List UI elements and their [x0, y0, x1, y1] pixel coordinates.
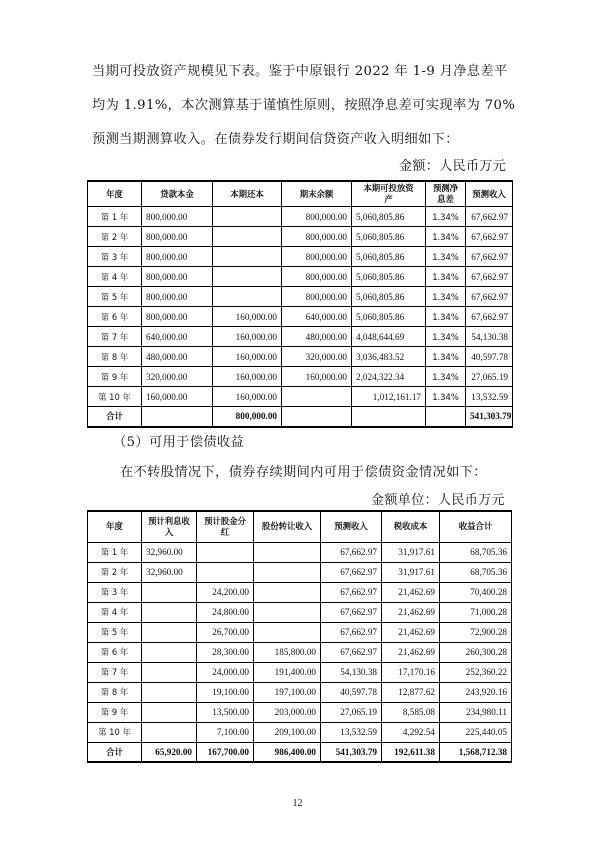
total-tax-cost: 192,611.38 — [382, 742, 440, 762]
tax-cost-cell: 17,170.16 — [382, 662, 440, 682]
ending-balance-cell: 160,000.00 — [282, 367, 352, 387]
table-row — [88, 347, 513, 367]
repayment-cell: 160,000.00 — [213, 347, 282, 367]
intro-line-2: 均为 1.91%，本次测算基于谨慎性原则，按照净息差可实现率为 70% — [92, 98, 516, 113]
table-row — [88, 387, 513, 407]
loan-principal-cell: 800,000.00 — [142, 307, 213, 327]
share-transfer-cell — [254, 622, 321, 642]
income-cell: 27,065.19 — [466, 367, 513, 387]
header-forecast-income: 预测收入 — [466, 181, 513, 207]
dividend-cell: 26,700.00 — [197, 622, 254, 642]
investable-assets-cell: 2,024,322.34 — [352, 367, 426, 387]
loan-principal-cell: 800,000.00 — [142, 287, 213, 307]
header-tax-cost: 税收成本 — [382, 511, 440, 542]
header-investable-assets: 本期可投放资产 — [352, 181, 426, 207]
year-cell: 第 7 年 — [88, 662, 142, 682]
ending-balance-cell: 800,000.00 — [282, 287, 352, 307]
ending-balance-cell — [282, 387, 352, 407]
header-dividend: 预计股金分红 — [197, 511, 254, 542]
share-transfer-cell: 203,000.00 — [254, 702, 321, 722]
year-cell: 第 1 年 — [88, 207, 142, 227]
table2-unit-label: 金额单位：人民币万元 — [371, 493, 506, 508]
interest-income-cell — [142, 582, 197, 602]
table-row — [88, 682, 512, 702]
loan-principal-cell: 800,000.00 — [142, 227, 213, 247]
repayment-cell: 160,000.00 — [213, 307, 282, 327]
header-loan-principal: 贷款本金 — [142, 181, 213, 207]
year-cell: 第 4 年 — [88, 267, 142, 287]
year-cell: 第 2 年 — [88, 562, 142, 582]
investable-assets-cell: 5,060,805.86 — [352, 247, 426, 267]
total-income-cell: 252,360.22 — [440, 662, 512, 682]
share-transfer-cell: 185,800.00 — [254, 642, 321, 662]
header-interest-income: 预计利息收入 — [142, 511, 197, 542]
total-loan-principal — [142, 407, 213, 427]
dividend-cell: 24,800.00 — [197, 602, 254, 622]
dividend-cell: 24,000.00 — [197, 662, 254, 682]
margin-cell: 1.34% — [426, 287, 466, 307]
tax-cost-cell: 31,917.61 — [382, 542, 440, 562]
forecast-income-cell: 54,130.38 — [321, 662, 382, 682]
margin-cell: 1.34% — [426, 227, 466, 247]
margin-cell: 1.34% — [426, 387, 466, 407]
total-income-cell: 70,400.28 — [440, 582, 512, 602]
forecast-income-cell: 67,662.97 — [321, 562, 382, 582]
tax-cost-cell: 12,877.62 — [382, 682, 440, 702]
interest-income-cell — [142, 602, 197, 622]
total-label: 合计 — [88, 742, 142, 762]
table-row — [88, 542, 512, 562]
ending-balance-cell: 800,000.00 — [282, 267, 352, 287]
table1-unit-label: 金额：人民币万元 — [399, 159, 507, 174]
total-income: 541,303.79 — [466, 407, 513, 427]
page-number: 12 — [292, 798, 303, 809]
share-transfer-cell: 209,100.00 — [254, 722, 321, 742]
forecast-income-cell: 67,662.97 — [321, 642, 382, 662]
total-income-cell: 72,900.28 — [440, 622, 512, 642]
year-cell: 第 5 年 — [88, 622, 142, 642]
header-year: 年度 — [88, 181, 142, 207]
total-repayment: 800,000.00 — [213, 407, 282, 427]
interest-income-cell — [142, 642, 197, 662]
section-5-heading: （5）可用于偿债收益 — [113, 435, 245, 450]
margin-cell: 1.34% — [426, 247, 466, 267]
total-investable-assets — [352, 407, 426, 427]
share-transfer-cell: 197,100.00 — [254, 682, 321, 702]
year-cell: 第 4 年 — [88, 602, 142, 622]
total-interest-income: 65,920.00 — [142, 742, 197, 762]
interest-income-cell: 32,960.00 — [142, 542, 197, 562]
forecast-income-cell: 67,662.97 — [321, 602, 382, 622]
income-cell: 40,597.78 — [466, 347, 513, 367]
tax-cost-cell: 8,585.08 — [382, 702, 440, 722]
table-row — [88, 267, 513, 287]
investable-assets-cell: 3,036,483.52 — [352, 347, 426, 367]
income-cell: 54,130.38 — [466, 327, 513, 347]
year-cell: 第 3 年 — [88, 582, 142, 602]
investable-assets-cell: 5,060,805.86 — [352, 267, 426, 287]
year-cell: 第 2 年 — [88, 227, 142, 247]
dividend-cell: 13,500.00 — [197, 702, 254, 722]
ending-balance-cell: 800,000.00 — [282, 227, 352, 247]
ending-balance-cell: 800,000.00 — [282, 247, 352, 267]
year-cell: 第 3 年 — [88, 247, 142, 267]
income-cell: 67,662.97 — [466, 287, 513, 307]
interest-income-cell — [142, 682, 197, 702]
share-transfer-cell — [254, 562, 321, 582]
total-income-cell: 234,980.11 — [440, 702, 512, 722]
loan-principal-cell: 800,000.00 — [142, 267, 213, 287]
interest-income-cell — [142, 662, 197, 682]
income-cell: 67,662.97 — [466, 207, 513, 227]
year-cell: 第 6 年 — [88, 642, 142, 662]
table-row — [88, 247, 513, 267]
interest-income-cell — [142, 702, 197, 722]
intro-line-1: 当期可投放资产规模见下表。鉴于中原银行 2022 年 1-9 月净息差平 — [92, 64, 508, 79]
total-dividend: 167,700.00 — [197, 742, 254, 762]
table-row — [88, 722, 512, 742]
share-transfer-cell — [254, 602, 321, 622]
header-net-interest-margin: 预测净息差 — [426, 181, 466, 207]
margin-cell: 1.34% — [426, 207, 466, 227]
repayment-cell — [213, 247, 282, 267]
investable-assets-cell: 5,060,805.86 — [352, 207, 426, 227]
investable-assets-cell: 4,048,644.69 — [352, 327, 426, 347]
investable-assets-cell: 5,060,805.86 — [352, 227, 426, 247]
total-income-cell: 225,440.05 — [440, 722, 512, 742]
year-cell: 第 5 年 — [88, 287, 142, 307]
grand-total-income: 1,568,712.38 — [440, 742, 512, 762]
share-transfer-cell: 191,400.00 — [254, 662, 321, 682]
forecast-income-cell: 13,532.59 — [321, 722, 382, 742]
forecast-income-cell: 67,662.97 — [321, 622, 382, 642]
interest-income-cell: 32,960.00 — [142, 562, 197, 582]
margin-cell: 1.34% — [426, 347, 466, 367]
year-cell: 第 8 年 — [88, 682, 142, 702]
tax-cost-cell: 4,292.54 — [382, 722, 440, 742]
repayment-cell — [213, 267, 282, 287]
header-repayment: 本期还本 — [213, 181, 282, 207]
income-cell: 67,662.97 — [466, 247, 513, 267]
table-row — [88, 642, 512, 662]
ending-balance-cell: 480,000.00 — [282, 327, 352, 347]
dividend-cell: 7,100.00 — [197, 722, 254, 742]
interest-income-cell — [142, 622, 197, 642]
total-share-transfer: 986,400.00 — [254, 742, 321, 762]
header-ending-balance: 期末余额 — [282, 181, 352, 207]
dividend-cell: 28,300.00 — [197, 642, 254, 662]
total-row — [88, 407, 513, 427]
table-row — [88, 307, 513, 327]
share-transfer-cell — [254, 542, 321, 562]
repayment-cell — [213, 207, 282, 227]
ending-balance-cell: 320,000.00 — [282, 347, 352, 367]
total-forecast-income: 541,303.79 — [321, 742, 382, 762]
total-margin — [426, 407, 466, 427]
tax-cost-cell: 21,462.69 — [382, 582, 440, 602]
repayment-cell — [213, 287, 282, 307]
repayment-cell: 160,000.00 — [213, 367, 282, 387]
loan-principal-cell: 480,000.00 — [142, 347, 213, 367]
loan-principal-cell: 160,000.00 — [142, 387, 213, 407]
income-cell: 67,662.97 — [466, 227, 513, 247]
table-row — [88, 227, 513, 247]
loan-principal-cell: 800,000.00 — [142, 247, 213, 267]
tax-cost-cell: 21,462.69 — [382, 642, 440, 662]
table-row — [88, 662, 512, 682]
header-forecast-income: 预测收入 — [321, 511, 382, 542]
table-row — [88, 287, 513, 307]
table-row — [88, 602, 512, 622]
total-label: 合计 — [88, 407, 142, 427]
total-row — [88, 742, 512, 762]
dividend-cell: 19,100.00 — [197, 682, 254, 702]
investable-assets-cell: 5,060,805.86 — [352, 307, 426, 327]
forecast-income-cell: 67,662.97 — [321, 542, 382, 562]
repayment-cell — [213, 227, 282, 247]
year-cell: 第 8 年 — [88, 347, 142, 367]
forecast-income-cell: 27,065.19 — [321, 702, 382, 722]
year-cell: 第 10 年 — [88, 722, 142, 742]
margin-cell: 1.34% — [426, 367, 466, 387]
margin-cell: 1.34% — [426, 267, 466, 287]
table-row — [88, 207, 513, 227]
share-transfer-cell — [254, 582, 321, 602]
total-income-cell: 68,705.36 — [440, 542, 512, 562]
year-cell: 第 1 年 — [88, 542, 142, 562]
investable-assets-cell: 5,060,805.86 — [352, 287, 426, 307]
header-year: 年度 — [88, 511, 142, 542]
section-5-text: 在不转股情况下，债券存续期间内可用于偿债资金情况如下： — [120, 465, 487, 480]
loan-income-table — [87, 180, 513, 428]
total-income-cell: 243,920.16 — [440, 682, 512, 702]
forecast-income-cell: 67,662.97 — [321, 582, 382, 602]
year-cell: 第 10 年 — [88, 387, 142, 407]
year-cell: 第 6 年 — [88, 307, 142, 327]
loan-principal-cell: 320,000.00 — [142, 367, 213, 387]
total-income-cell: 68,705.36 — [440, 562, 512, 582]
tax-cost-cell: 21,462.69 — [382, 622, 440, 642]
repayment-cell: 160,000.00 — [213, 327, 282, 347]
loan-principal-cell: 800,000.00 — [142, 207, 213, 227]
table-row — [88, 367, 513, 387]
income-cell: 67,662.97 — [466, 267, 513, 287]
investable-assets-cell: 1,012,161.17 — [352, 387, 426, 407]
table-row — [88, 562, 512, 582]
header-total-income: 收益合计 — [440, 511, 512, 542]
year-cell: 第 9 年 — [88, 367, 142, 387]
margin-cell: 1.34% — [426, 307, 466, 327]
loan-principal-cell: 640,000.00 — [142, 327, 213, 347]
tax-cost-cell: 31,917.61 — [382, 562, 440, 582]
dividend-cell — [197, 562, 254, 582]
table-row — [88, 622, 512, 642]
table-row — [88, 582, 512, 602]
ending-balance-cell: 640,000.00 — [282, 307, 352, 327]
table-row — [88, 702, 512, 722]
year-cell: 第 9 年 — [88, 702, 142, 722]
debt-repayment-table — [87, 510, 512, 763]
margin-cell: 1.34% — [426, 327, 466, 347]
total-income-cell: 260,300.28 — [440, 642, 512, 662]
dividend-cell: 24,200.00 — [197, 582, 254, 602]
ending-balance-cell: 800,000.00 — [282, 207, 352, 227]
table-row — [88, 327, 513, 347]
interest-income-cell — [142, 722, 197, 742]
total-ending-balance — [282, 407, 352, 427]
repayment-cell: 160,000.00 — [213, 387, 282, 407]
income-cell: 67,662.97 — [466, 307, 513, 327]
dividend-cell — [197, 542, 254, 562]
tax-cost-cell: 21,462.69 — [382, 602, 440, 622]
total-income-cell: 71,000.28 — [440, 602, 512, 622]
income-cell: 13,532.59 — [466, 387, 513, 407]
forecast-income-cell: 40,597.78 — [321, 682, 382, 702]
header-share-transfer-income: 股份转让收入 — [254, 511, 321, 542]
year-cell: 第 7 年 — [88, 327, 142, 347]
intro-line-3: 预测当期测算收入。在债券发行期间信贷资产收入明细如下： — [92, 132, 459, 147]
